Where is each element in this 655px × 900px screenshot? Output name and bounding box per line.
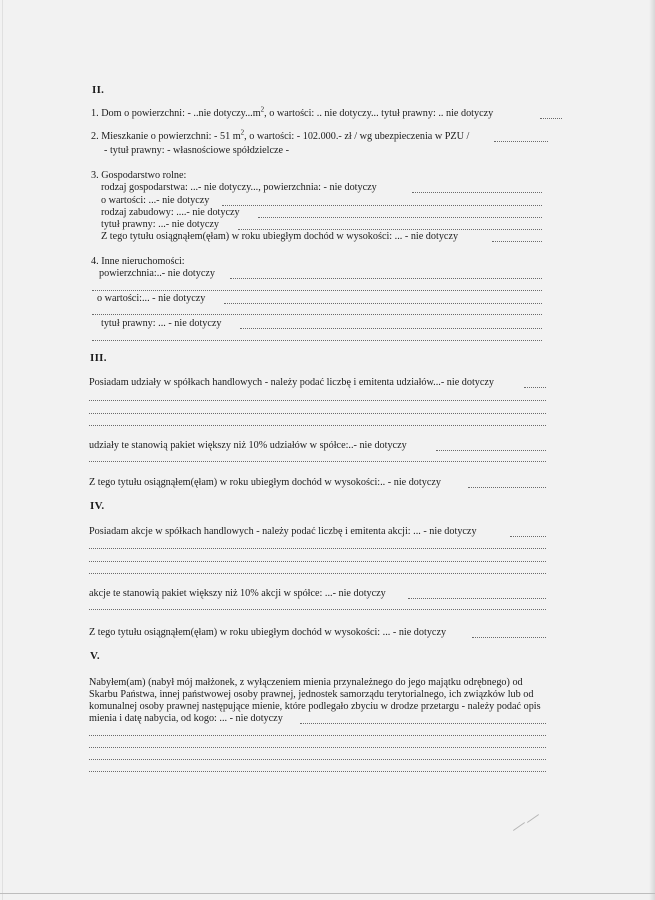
dotted-line xyxy=(89,759,546,760)
dotted-line xyxy=(89,461,546,462)
dotted-line xyxy=(92,290,542,291)
section-heading-iii: III. xyxy=(90,352,107,364)
scan-edge xyxy=(649,0,655,900)
dotted-line xyxy=(510,536,546,537)
house-line xyxy=(91,105,494,120)
dotted-line xyxy=(224,303,542,304)
dotted-line xyxy=(436,450,546,451)
dotted-line xyxy=(408,598,546,599)
dotted-line xyxy=(89,413,546,414)
shares-income-line: Z tego tytułu osiągnąłem(ęłam) w roku ubiegłym dochód w wysokości:.. - nie dotyczy xyxy=(89,477,441,488)
section-heading-iv: IV. xyxy=(90,500,105,512)
dotted-line xyxy=(300,723,546,724)
section-heading-ii: II. xyxy=(92,84,105,96)
flat-title-line: - tytuł prawny: - własnościowe spółdzielcze - xyxy=(104,145,290,156)
flat-label: 2. Mieszkanie o powierzchni: - 51 m xyxy=(91,131,241,142)
dotted-line xyxy=(472,637,546,638)
other-title-line: tytuł prawny: ... - nie dotyczy xyxy=(101,318,222,329)
dotted-line xyxy=(92,340,542,341)
scan-edge xyxy=(2,0,3,900)
shares-line: Posiadam udziały w spółkach handlowych - należy podać liczbę i emitenta udziałów...- nie dotyczy xyxy=(89,377,495,388)
dotted-line xyxy=(258,217,542,218)
dotted-line xyxy=(89,771,546,772)
dotted-line xyxy=(89,609,546,610)
dotted-line xyxy=(92,314,542,315)
section-heading-v: V. xyxy=(90,650,100,662)
dotted-line xyxy=(89,735,546,736)
dotted-line xyxy=(240,328,542,329)
dotted-line xyxy=(89,573,546,574)
house-unit-sup: 2 xyxy=(260,105,265,114)
farm-buildings-line: rodzaj zabudowy: ....- nie dotyczy xyxy=(101,207,240,218)
farm-value-line: o wartości: ...- nie dotyczy xyxy=(101,195,210,206)
stocks-income-line: Z tego tytułu osiągnąłem(ęłam) w roku ubiegłym dochód w wysokości: ... - nie dotyczy xyxy=(89,627,447,638)
dotted-line xyxy=(222,205,542,206)
scan-mark xyxy=(513,822,525,831)
flat-unit-sup: 2 xyxy=(240,128,245,137)
dotted-line xyxy=(540,118,562,119)
farm-type-line: rodzaj gospodarstwa: ...- nie dotyczy..., powierzchnia: - nie dotyczy xyxy=(101,182,377,193)
dotted-line xyxy=(468,487,546,488)
dotted-line xyxy=(89,400,546,401)
farm-title: 3. Gospodarstwo rolne: xyxy=(91,170,187,181)
stocks-10pct-line: akcje te stanowią pakiet większy niż 10% akcji w spółce: ...- nie dotyczy xyxy=(89,588,386,599)
flat-rest: , o wartości: - 102.000.- zł / wg ubezpieczenia w PZU / xyxy=(244,131,470,142)
house-label: 1. Dom o powierzchni: - ..nie dotyczy...m xyxy=(91,108,261,119)
stocks-line: Posiadam akcje w spółkach handlowych - należy podać liczbę i emitenta akcji: ... - nie dotyczy xyxy=(89,526,477,537)
dotted-line xyxy=(412,192,542,193)
scan-mark xyxy=(527,814,539,823)
house-rest: , o wartości: .. nie dotyczy... tytuł prawny: .. nie dotyczy xyxy=(264,108,494,119)
acquired-para-line3: komunalnej osoby prawnej następujące mienie, które podlegało zbyciu w drodze przetargu - należy podać opis xyxy=(89,701,541,712)
dotted-line xyxy=(492,241,542,242)
dotted-line xyxy=(89,747,546,748)
shares-10pct-line: udziały te stanowią pakiet większy niż 10% udziałów w spółce:..- nie dotyczy xyxy=(89,440,407,451)
other-area-line: powierzchnia:..- nie dotyczy xyxy=(99,268,215,279)
acquired-para-line4: mienia i datę nabycia, od kogo: ... - nie dotyczy xyxy=(89,713,283,724)
dotted-line xyxy=(89,561,546,562)
farm-title-line: tytuł prawny: ...- nie dotyczy xyxy=(101,219,219,230)
dotted-line xyxy=(89,548,546,549)
other-property-title: 4. Inne nieruchomości: xyxy=(91,256,185,267)
acquired-para-line1: Nabyłem(am) (nabył mój małżonek, z wyłączeniem mienia przynależnego do jego majątku odrębnego) od xyxy=(89,677,523,688)
dotted-line xyxy=(524,387,546,388)
dotted-line xyxy=(89,425,546,426)
scan-edge xyxy=(0,893,655,894)
farm-income-line: Z tego tytułu osiągnąłem(ęłam) w roku ubiegłym dochód w wysokości: ... - nie dotyczy xyxy=(101,231,459,242)
dotted-line xyxy=(238,229,542,230)
other-value-line: o wartości:... - nie dotyczy xyxy=(97,293,206,304)
flat-line xyxy=(91,128,470,143)
dotted-line xyxy=(494,141,548,142)
acquired-para-line2: Skarbu Państwa, innej państwowej osoby prawnej, jednostek samorządu terytorialnego, ich związków lub od xyxy=(89,689,534,700)
dotted-line xyxy=(230,278,542,279)
